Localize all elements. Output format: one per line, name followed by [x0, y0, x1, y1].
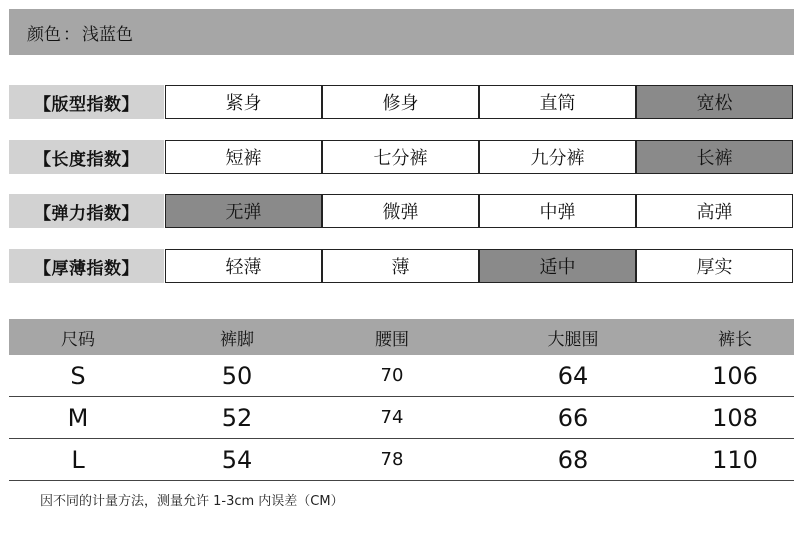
hem-cell: 52: [221, 403, 253, 432]
size-table: [9, 319, 794, 481]
size-cell: S: [70, 361, 86, 390]
thickness-option: 轻薄: [165, 249, 322, 283]
thigh-cell: 64: [557, 361, 589, 390]
waist-cell: 70: [380, 365, 404, 386]
elasticity-option: 高弹: [636, 194, 793, 228]
fit-option: 紧身: [165, 85, 322, 119]
thickness-option: 厚实: [636, 249, 793, 283]
length-cell: 110: [712, 445, 758, 474]
thigh-cell: 66: [557, 403, 589, 432]
measurement-note: 因不同的计量方法，测量允许 1-3cm 内误差（CM）: [40, 494, 344, 509]
table-row: [9, 355, 794, 397]
hem-cell: 54: [221, 445, 253, 474]
header-hem: 裤脚: [220, 329, 254, 350]
color-separator: ：: [63, 24, 80, 45]
length-cell: 106: [712, 361, 758, 390]
size-cell: M: [67, 403, 89, 432]
elasticity-option-selected: 无弹: [165, 194, 322, 228]
thickness-option-selected: 适中: [479, 249, 636, 283]
length-option: 九分裤: [479, 140, 636, 174]
hem-cell: 50: [221, 361, 253, 390]
thigh-cell: 68: [557, 445, 589, 474]
elasticity-index-label: 【弹力指数】: [9, 194, 164, 228]
waist-cell: 74: [380, 407, 404, 428]
header-thigh: 大腿围: [547, 329, 599, 350]
length-option: 七分裤: [322, 140, 479, 174]
fit-option-selected: 宽松: [636, 85, 793, 119]
color-value: 浅蓝色: [82, 24, 133, 45]
length-option: 短裤: [165, 140, 322, 174]
length-option-selected: 长裤: [636, 140, 793, 174]
fit-option: 修身: [322, 85, 479, 119]
header-size: 尺码: [61, 329, 95, 350]
header-waist: 腰围: [375, 329, 409, 350]
length-index-label: 【长度指数】: [9, 140, 164, 174]
elasticity-option: 微弹: [322, 194, 479, 228]
color-bar: [9, 9, 794, 55]
header-length: 裤长: [718, 329, 752, 350]
table-row: [9, 397, 794, 439]
size-cell: L: [71, 445, 85, 474]
thickness-option: 薄: [322, 249, 479, 283]
fit-index-label: 【版型指数】: [9, 85, 164, 119]
elasticity-option: 中弹: [479, 194, 636, 228]
fit-option: 直筒: [479, 85, 636, 119]
length-cell: 108: [712, 403, 758, 432]
size-table-header: [9, 319, 794, 355]
thickness-index-label: 【厚薄指数】: [9, 249, 164, 283]
waist-cell: 78: [380, 449, 404, 470]
table-row: [9, 439, 794, 481]
color-label: 颜色: [27, 24, 61, 45]
